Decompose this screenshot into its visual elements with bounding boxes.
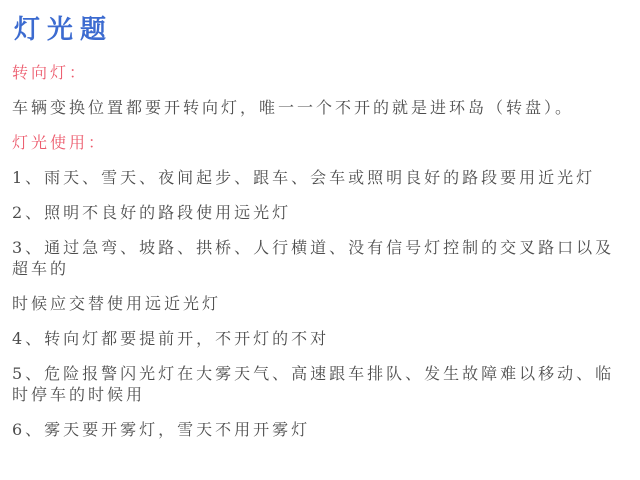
section-heading-light-usage: 灯光使用： — [12, 133, 108, 152]
light-usage-item-5: 5、危险报警闪光灯在大雾天气、高速跟车排队、发生故障难以移动、临时停车的时候用 — [12, 364, 615, 404]
light-usage-item-4: 4、转向灯都要提前开，不开灯的不对 — [12, 329, 330, 348]
light-usage-item-6: 6、雾天要开雾灯，雪天不用开雾灯 — [12, 420, 311, 439]
light-usage-item-3-continuation: 时候应交替使用远近光灯 — [12, 294, 222, 313]
light-usage-item-1: 1、雨天、雪天、夜间起步、跟车、会车或照明良好的路段要用近光灯 — [12, 168, 596, 187]
section-heading-turn-signal: 转向灯： — [12, 63, 89, 82]
light-usage-item-3: 3、通过急弯、坡路、拱桥、人行横道、没有信号灯控制的交叉路口以及超车的 — [12, 238, 615, 278]
page-title: 灯光题 — [14, 15, 114, 45]
turn-signal-note: 车辆变换位置都要开转向灯，唯一一个不开的就是进环岛（转盘）。 — [12, 98, 575, 117]
light-usage-item-2: 2、照明不良好的路段使用远光灯 — [12, 203, 292, 222]
